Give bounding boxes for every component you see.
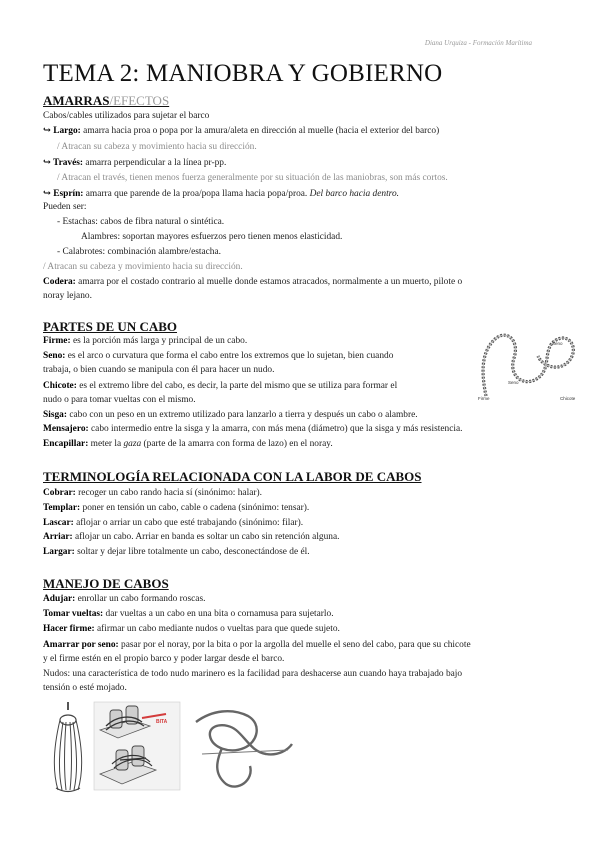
- manejo-nudos-cont: tensión o esté mojado.: [43, 683, 127, 693]
- amarras-estachas-note: / Atracan su cabeza y movimiento hacia su dirección.: [43, 262, 243, 272]
- manejo-amarrar-seno-cont: y el firme estén en el propio barco y poder largar desde el barco.: [43, 654, 285, 664]
- manejo-nudos: Nudos: una característica de todo nudo marinero es la facilidad para deshacerse aun cuando haya trabajado bajo: [43, 669, 463, 679]
- partes-chicote-cont: nudo o para tomar vueltas con el mismo.: [43, 395, 196, 405]
- diagram-label-seno-top: Seno: [552, 341, 563, 346]
- section-heading-partes: PARTES DE UN CABO: [43, 319, 178, 334]
- partes-seno-cont: trabaja, o bien cuando se manipula con él para hacer un nudo.: [43, 365, 275, 375]
- partes-seno: Seno: es el arco o curvatura que forma el cabo entre los extremos que lo sujetan, bien cuando: [43, 351, 394, 361]
- amarras-intro: Cabos/cables utilizados para sujetar el barco: [43, 111, 210, 121]
- rope-diagram-icon: [472, 326, 584, 402]
- section-heading-amarras: AMARRAS/EFECTOS: [43, 93, 170, 108]
- bita-label: BITA: [156, 719, 168, 725]
- term-lascar: Lascar: aflojar o arriar un cabo que esté trabajando (sinónimo: filar).: [43, 518, 304, 528]
- partes-sisga: Sisga: cabo con un peso en un extremo utilizado para lanzarlo a tierra y después un cabo o alambre.: [43, 410, 418, 420]
- manejo-adujar: Adujar: enrollar un cabo formando roscas.: [43, 594, 206, 604]
- amarras-estachas: - Estachas: cabos de fibra natural o sintética.: [57, 217, 225, 227]
- partes-chicote: Chicote: es el extremo libre del cabo, es decir, la parte del mismo que se utiliza para formar el: [43, 381, 398, 391]
- amarras-largo: ↪ Largo: amarra hacia proa o popa por la amura/aleta en dirección al muelle (hacia el exterior del barco): [43, 126, 440, 136]
- rope-coil-icon: [48, 700, 88, 795]
- partes-mensajero: Mensajero: cabo intermedio entre la sisga y la amarra, con más mena (diámetro) que la sisga y más resistencia.: [43, 424, 463, 434]
- term-templar: Templar: poner en tensión un cabo, cable o cadena (sinónimo: tensar).: [43, 503, 310, 513]
- section-heading-terminologia: TERMINOLOGÍA RELACIONADA CON LA LABOR DE CABOS: [43, 469, 422, 484]
- term-arriar: Arriar: aflojar un cabo. Arriar en banda es soltar un cabo sin retención alguna.: [43, 532, 340, 542]
- partes-firme: Firme: es la porción más larga y principal de un cabo.: [43, 336, 248, 346]
- amarras-pueden-ser: Pueden ser:: [43, 202, 87, 212]
- amarras-codera: Codera: amarra por el costado contrario al muelle donde estamos atracados, normalmente a un muerto, pilote o: [43, 277, 463, 287]
- manejo-hacer-firme: Hacer firme: afirmar un cabo mediante nudos o vueltas para que quede sujeto.: [43, 624, 340, 634]
- diagram-label-seno-mid: Seno: [508, 380, 519, 385]
- knot-icon: [192, 704, 296, 790]
- amarras-alambres: Alambres: soportan mayores esfuerzos pero tienen menos elasticidad.: [81, 232, 343, 242]
- amarras-traves: ↪ Través: amarra perpendicular a la línea pr-pp.: [43, 158, 227, 168]
- term-cobrar: Cobrar: recoger un cabo rando hacia sí (sinónimo: halar).: [43, 488, 262, 498]
- amarras-codera-cont: noray lejano.: [43, 291, 92, 301]
- bollard-icon: [92, 700, 182, 792]
- amarras-esprin: ↪ Esprín: amarra que parende de la proa/popa llama hacia popa/proa. Del barco hacia dentro.: [43, 189, 400, 199]
- partes-encapillar: Encapillar: meter la gaza (parte de la amarra con forma de lazo) en el noray.: [43, 439, 333, 449]
- amarras-calabrotes: - Calabrotes: combinación alambre/estacha.: [57, 247, 221, 257]
- amarras-largo-note: / Atracan su cabeza y movimiento hacia su dirección.: [57, 142, 257, 152]
- diagram-label-firme: Firme: [478, 396, 490, 401]
- term-largar: Largar: soltar y dejar libre totalmente un cabo, desconectándose de él.: [43, 547, 310, 557]
- manejo-amarrar-seno: Amarrar por seno: pasar por el noray, por la bita o por la argolla del muelle el seno del cabo, para que su chicote: [43, 640, 471, 650]
- manejo-tomar-vueltas: Tomar vueltas: dar vueltas a un cabo en una bita o cornamusa para sujetarlo.: [43, 609, 334, 619]
- section-heading-manejo: MANEJO DE CABOS: [43, 576, 169, 591]
- page-header: Diana Urquiza - Formación Marítima: [424, 39, 532, 47]
- diagram-label-chicote: Chicote: [560, 396, 576, 401]
- amarras-traves-note: / Atracan el través, tienen menos fuerza generalmente por su situación de las maniobras, son más cortos.: [57, 173, 448, 183]
- page-title: TEMA 2: MANIOBRA Y GOBIERNO: [43, 60, 443, 87]
